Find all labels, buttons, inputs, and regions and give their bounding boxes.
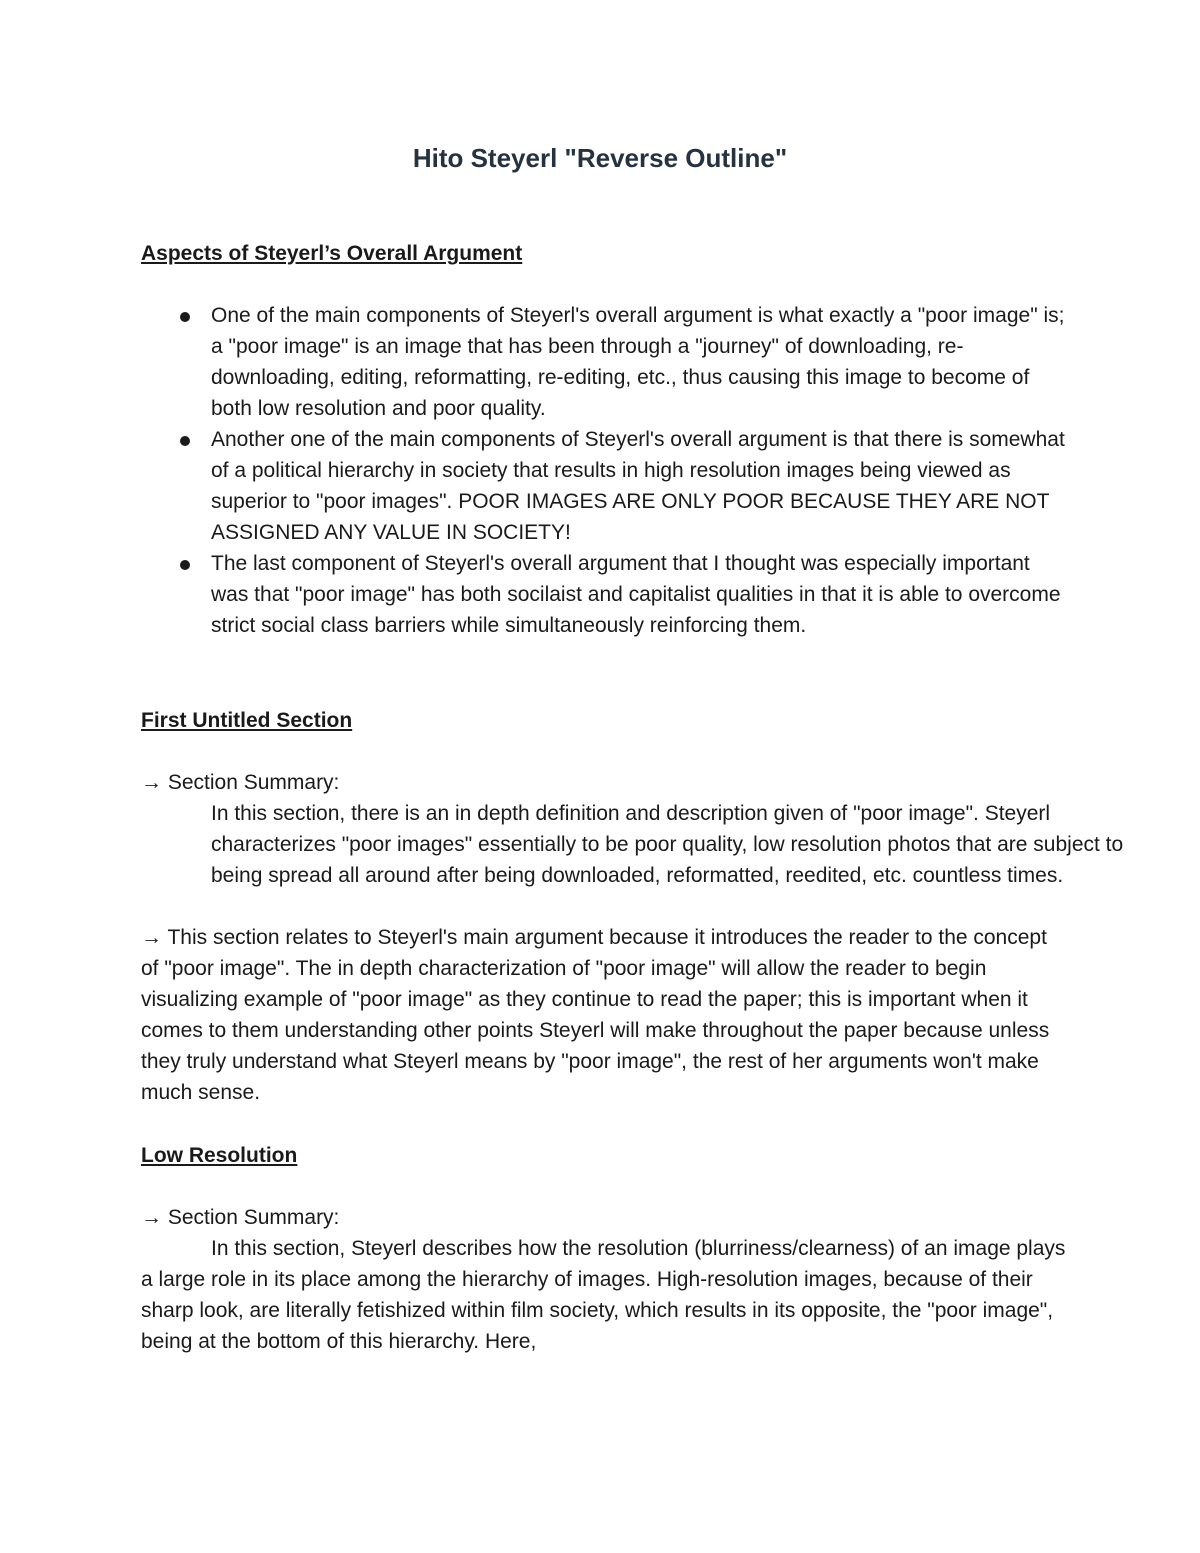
list-item [141,548,1066,641]
document-title: Hito Steyerl "Reverse Outline" [412,143,788,173]
section-relation-text: → This section relates to Steyerl's main argument because it introduces the reader to the concept of "poor image". The in depth characterization of "poor image" will allow the reader to begin visualizing example of "poor image" as they continue to read the paper; this is important when it comes to them understanding other points Steyerl will make throughout the paper because unless they truly understand what Steyerl means by "poor image", the rest of her arguments won't make much sense. [141,926,1050,1104]
bullet-icon [180,560,190,570]
list-item [141,424,1066,548]
section-heading-first-untitled: First Untitled Section [141,709,353,732]
argument-bullet-list [141,300,1066,641]
bullet-icon [180,436,190,446]
bullet-text: Another one of the main components of Steyerl's overall argument is that there is somewhat of a political hierarchy in society that results in high resolution images being viewed as superior to "poor images". POOR IMAGES ARE ONLY POOR BECAUSE THEY ARE NOT ASSIGNED ANY VALUE IN SOCIETY! [211,428,1065,544]
bullet-text: One of the main components of Steyerl's overall argument is what exactly a "poor image" is; a "poor image" is an image that has been through a "journey" of downloading, re-downloading, editing, reformatting, re-editing, etc., thus causing this image to become of both low resolution and poor quality. [211,304,1065,420]
section-summary-label: → Section Summary: [141,1206,340,1229]
section-heading-low-resolution: Low Resolution [141,1144,298,1167]
bullet-text: The last component of Steyerl's overall argument that I thought was especially important was that "poor image" has both socilaist and capitalist qualities in that it is able to overcome strict social class barriers while simultaneously reinforcing them. [211,552,1061,637]
section-summary-text: In this section, Steyerl describes how the resolution (blurriness/clearness) of an image plays a large role in its place among the hierarchy of images. High-resolution images, because of their sharp look, are literally fetishized within film society, which results in its opposite, the "poor image", being at the bottom of this hierarchy. Here, [141,1237,1066,1353]
section-summary-label: → Section Summary: [141,771,340,794]
list-item [141,300,1066,424]
bullet-icon [180,312,190,322]
section-summary-text: In this section, there is an in depth definition and description given of "poor image". Steyerl characterizes "poor images" essentially to be poor quality, low resolution photos that are subject to being spread all around after being downloaded, reformatted, reedited, etc. countless times. [211,802,1124,887]
section-heading-overall-argument: Aspects of Steyerl’s Overall Argument [141,242,523,265]
